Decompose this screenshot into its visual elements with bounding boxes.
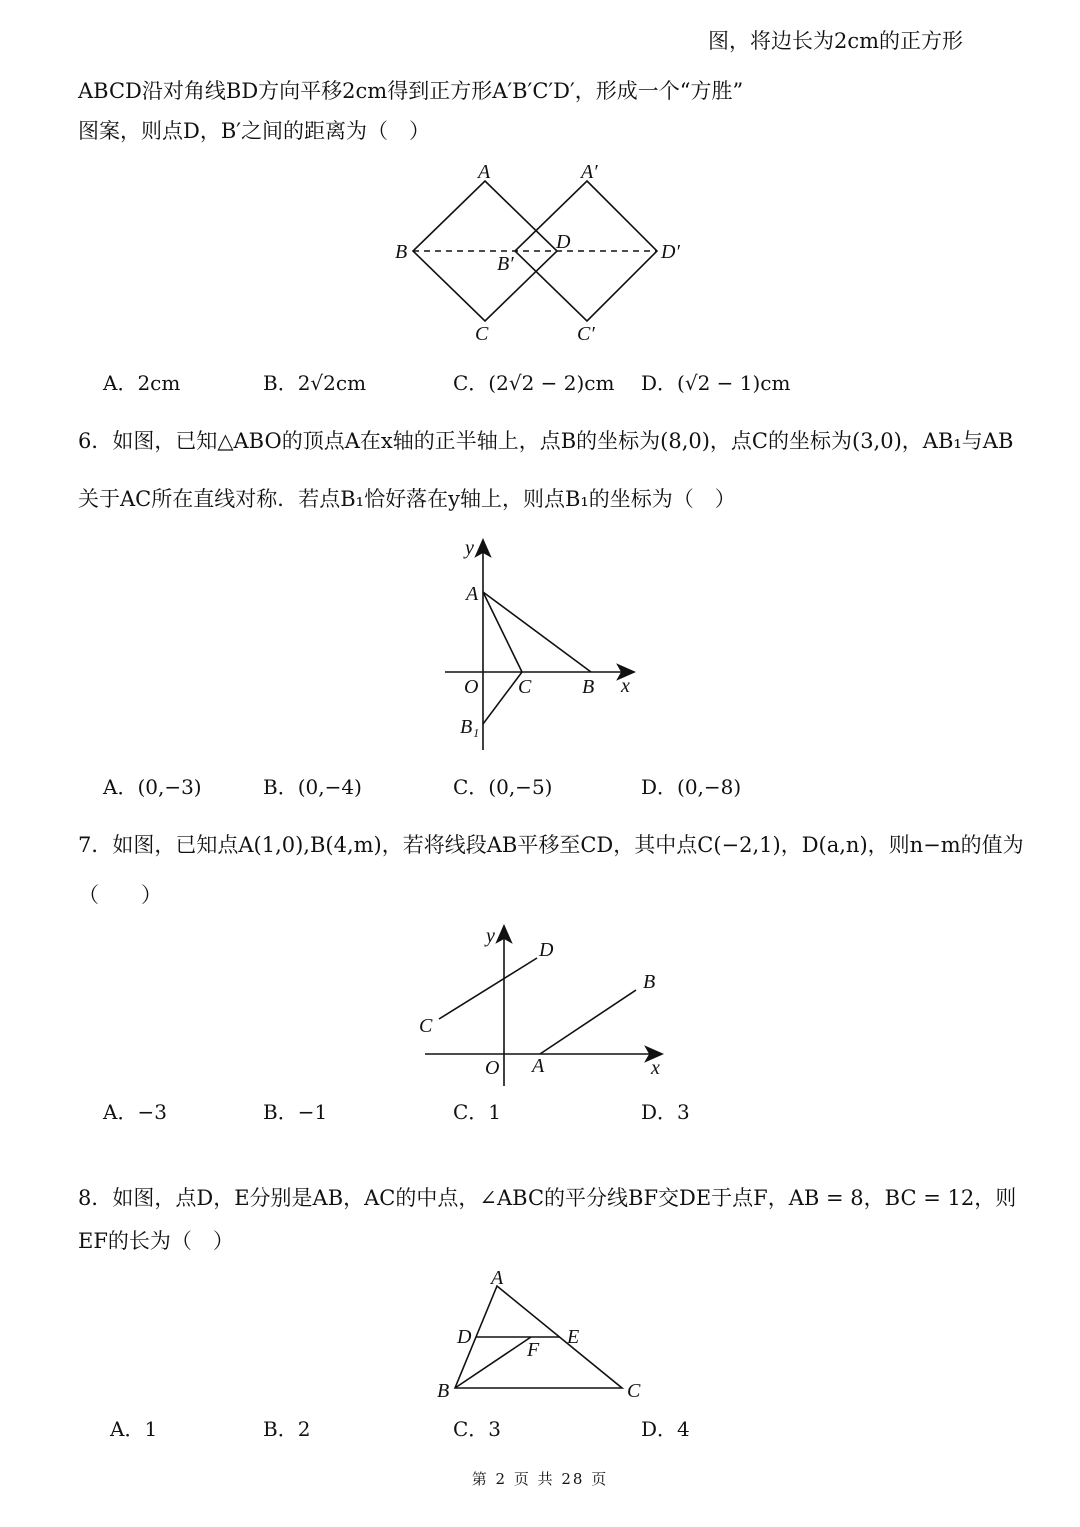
label-x: x bbox=[651, 1057, 660, 1079]
q5-option-d[interactable]: D．(√2 − 1)cm bbox=[641, 371, 791, 395]
label-B-prime: B′ bbox=[497, 253, 514, 275]
q5-option-a[interactable]: A．2cm bbox=[103, 371, 181, 395]
q5-text-line2: 图案，则点D，B′之间的距离为（ ） bbox=[78, 119, 431, 143]
q8-text-line1: 8．如图，点D，E分别是AB，AC的中点，∠ABC的平分线BF交DE于点F，AB = 8，BC = 12，则 bbox=[78, 1186, 1017, 1210]
label-B: B bbox=[395, 241, 408, 263]
label-x: x bbox=[621, 675, 630, 697]
label-A: A bbox=[466, 583, 479, 605]
label-O: O bbox=[464, 676, 479, 698]
q7-text-line1: 7．如图，已知点A(1,0),B(4,m)，若将线段AB平移至CD，其中点C(−2,1)，D(a,n)，则n−m的值为 bbox=[78, 833, 1024, 857]
label-D-prime: D′ bbox=[661, 241, 680, 263]
label-A: A bbox=[478, 161, 491, 183]
label-A: A bbox=[491, 1267, 504, 1289]
label-C: C bbox=[518, 676, 532, 698]
label-D: D bbox=[556, 231, 571, 253]
q8-option-c[interactable]: C．3 bbox=[453, 1417, 502, 1441]
q5-option-c[interactable]: C．(2√2 − 2)cm bbox=[453, 371, 615, 395]
q7-option-a[interactable]: A．−3 bbox=[103, 1100, 167, 1124]
q6-text-line2: 关于AC所在直线对称．若点B₁恰好落在y轴上，则点B₁的坐标为（ ） bbox=[78, 487, 736, 511]
q6-text-line1: 6．如图，已知△ABO的顶点A在x轴的正半轴上，点B的坐标为(8,0)，点C的坐标为(3,0)，AB₁与AB bbox=[78, 429, 1014, 453]
q6-option-c[interactable]: C．(0,−5) bbox=[453, 775, 553, 799]
label-D: D bbox=[457, 1326, 472, 1348]
label-B: B bbox=[643, 971, 656, 993]
q6-option-d[interactable]: D．(0,−8) bbox=[641, 775, 742, 799]
q7-option-c[interactable]: C．1 bbox=[453, 1100, 502, 1124]
page-footer: 第 2 页 共 28 页 bbox=[471, 1470, 609, 1488]
label-A-prime: A′ bbox=[581, 161, 598, 183]
q6-option-b[interactable]: B．(0,−4) bbox=[263, 775, 362, 799]
label-B1: B₁ bbox=[460, 716, 480, 738]
label-D: D bbox=[539, 939, 554, 961]
q7-option-b[interactable]: B．−1 bbox=[263, 1100, 328, 1124]
label-A: A bbox=[532, 1055, 545, 1077]
q5-option-b[interactable]: B．2√2cm bbox=[263, 371, 367, 395]
label-C-prime: C′ bbox=[577, 323, 595, 345]
q7-option-d[interactable]: D．3 bbox=[641, 1100, 690, 1124]
label-F: F bbox=[527, 1339, 540, 1361]
label-O: O bbox=[485, 1057, 500, 1079]
label-B: B bbox=[582, 676, 595, 698]
q8-text-line2: EF的长为（ ） bbox=[78, 1229, 234, 1253]
label-C: C bbox=[627, 1380, 641, 1402]
label-E: E bbox=[567, 1326, 580, 1348]
q7-text-line2: （ ） bbox=[78, 883, 162, 907]
label-C: C bbox=[419, 1015, 433, 1037]
label-C: C bbox=[475, 323, 489, 345]
label-B: B bbox=[437, 1380, 450, 1402]
q8-option-d[interactable]: D．4 bbox=[641, 1417, 690, 1441]
q6-option-a[interactable]: A．(0,−3) bbox=[103, 775, 202, 799]
q8-option-a[interactable]: A．1 bbox=[110, 1417, 158, 1441]
label-y: y bbox=[465, 537, 474, 559]
label-y: y bbox=[486, 925, 495, 947]
q5-text-head: 图，将边长为2cm的正方形 bbox=[708, 29, 964, 53]
q5-text-line1: ABCD沿对角线BD方向平移2cm得到正方形A′B′C′D′，形成一个“方胜” bbox=[78, 79, 744, 103]
q8-option-b[interactable]: B．2 bbox=[263, 1417, 311, 1441]
